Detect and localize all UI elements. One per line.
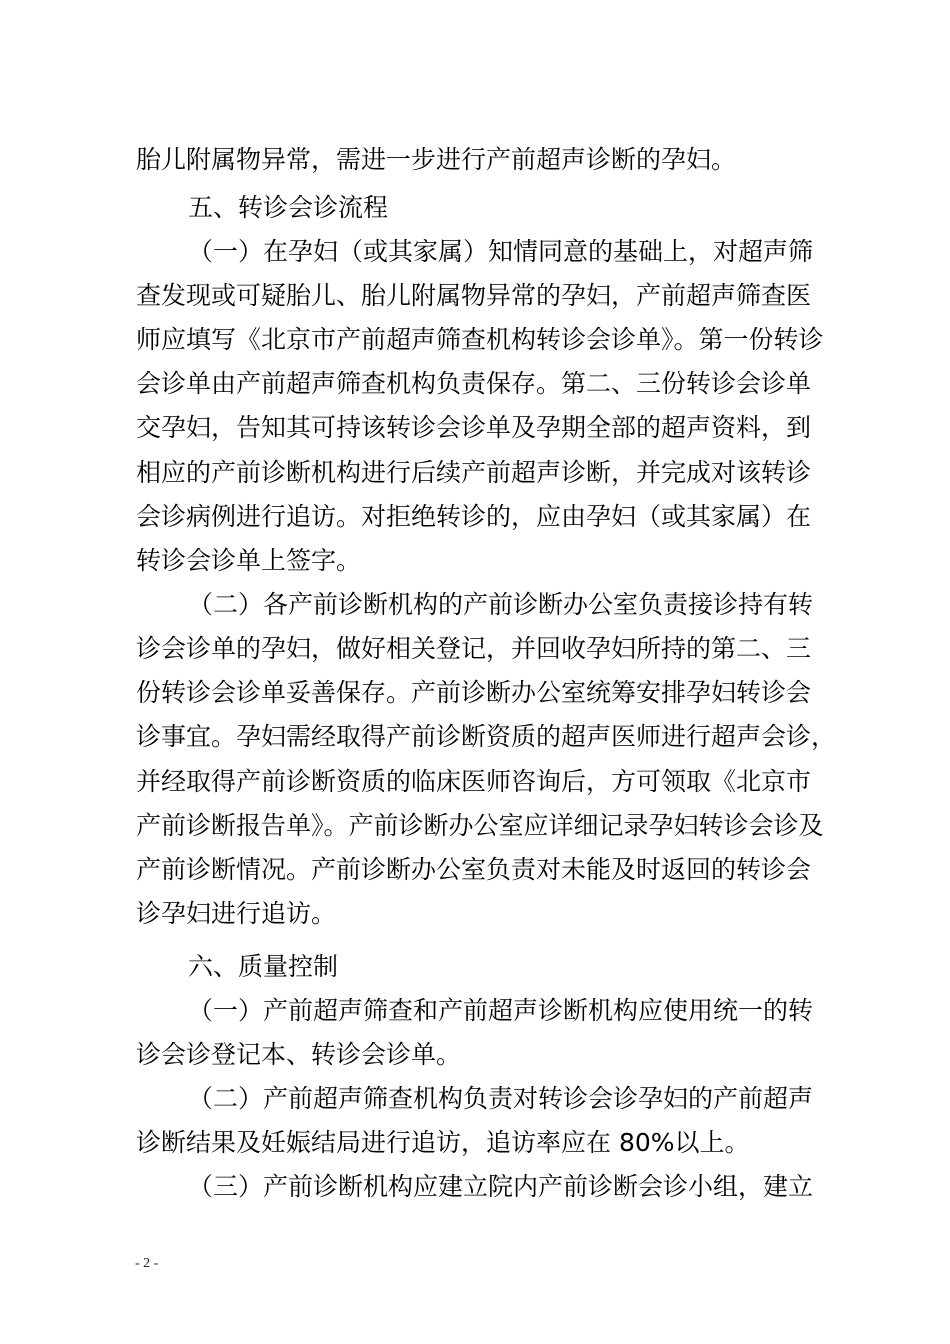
body-text-line: 相应的产前诊断机构进行后续产前超声诊断，并完成对该转诊 bbox=[136, 458, 812, 487]
body-text-line: 并经取得产前诊断资质的临床医师咨询后，方可领取《北京市 bbox=[136, 767, 812, 796]
body-text-line: 转诊会诊单上签字。 bbox=[136, 546, 362, 575]
section-heading: 五、转诊会诊流程 bbox=[188, 193, 389, 222]
body-text-line: 查发现或可疑胎儿、胎儿附属物异常的孕妇，产前超声筛查医 bbox=[136, 281, 812, 310]
body-text-line: 份转诊会诊单妥善保存。产前诊断办公室统筹安排孕妇转诊会 bbox=[136, 678, 812, 707]
body-text-line: 产前诊断情况。产前诊断办公室负责对未能及时返回的转诊会 bbox=[136, 855, 812, 884]
paragraph-first-line: （一）在孕妇（或其家属）知情同意的基础上，对超声筛 bbox=[188, 237, 814, 266]
body-text-line: 诊会诊登记本、转诊会诊单。 bbox=[136, 1040, 462, 1069]
paragraph-first-line: （一）产前超声筛查和产前超声诊断机构应使用统一的转 bbox=[188, 996, 814, 1025]
paragraph-first-line: （二）产前超声筛查机构负责对转诊会诊孕妇的产前超声 bbox=[188, 1084, 814, 1113]
paragraph-first-line: （三）产前诊断机构应建立院内产前诊断会诊小组，建立 bbox=[188, 1172, 814, 1201]
body-text-line: 诊事宜。孕妇需经取得产前诊断资质的超声医师进行超声会诊， bbox=[136, 722, 837, 751]
paragraph-first-line: （二）各产前诊断机构的产前诊断办公室负责接诊持有转 bbox=[188, 590, 814, 619]
page-number: - 2 - bbox=[135, 1256, 159, 1271]
body-text-line: 交孕妇，告知其可持该转诊会诊单及孕期全部的超声资料，到 bbox=[136, 413, 812, 442]
body-text-line: 产前诊断报告单》。产前诊断办公室应详细记录孕妇转诊会诊及 bbox=[136, 811, 824, 840]
body-text-line: 诊断结果及妊娠结局进行追访，追访率应在 80%以上。 bbox=[136, 1128, 750, 1157]
body-text-line: 诊孕妇进行追访。 bbox=[136, 899, 337, 928]
body-text-line: 胎儿附属物异常，需进一步进行产前超声诊断的孕妇。 bbox=[136, 145, 737, 174]
body-text-line: 会诊病例进行追访。对拒绝转诊的，应由孕妇（或其家属）在 bbox=[136, 502, 812, 531]
section-heading: 六、质量控制 bbox=[188, 952, 339, 981]
body-text-line: 诊会诊单的孕妇，做好相关登记，并回收孕妇所持的第二、三 bbox=[136, 634, 812, 663]
body-text-line: 会诊单由产前超声筛查机构负责保存。第二、三份转诊会诊单 bbox=[136, 369, 812, 398]
body-text-line: 师应填写《北京市产前超声筛查机构转诊会诊单》。第一份转诊 bbox=[136, 325, 824, 354]
